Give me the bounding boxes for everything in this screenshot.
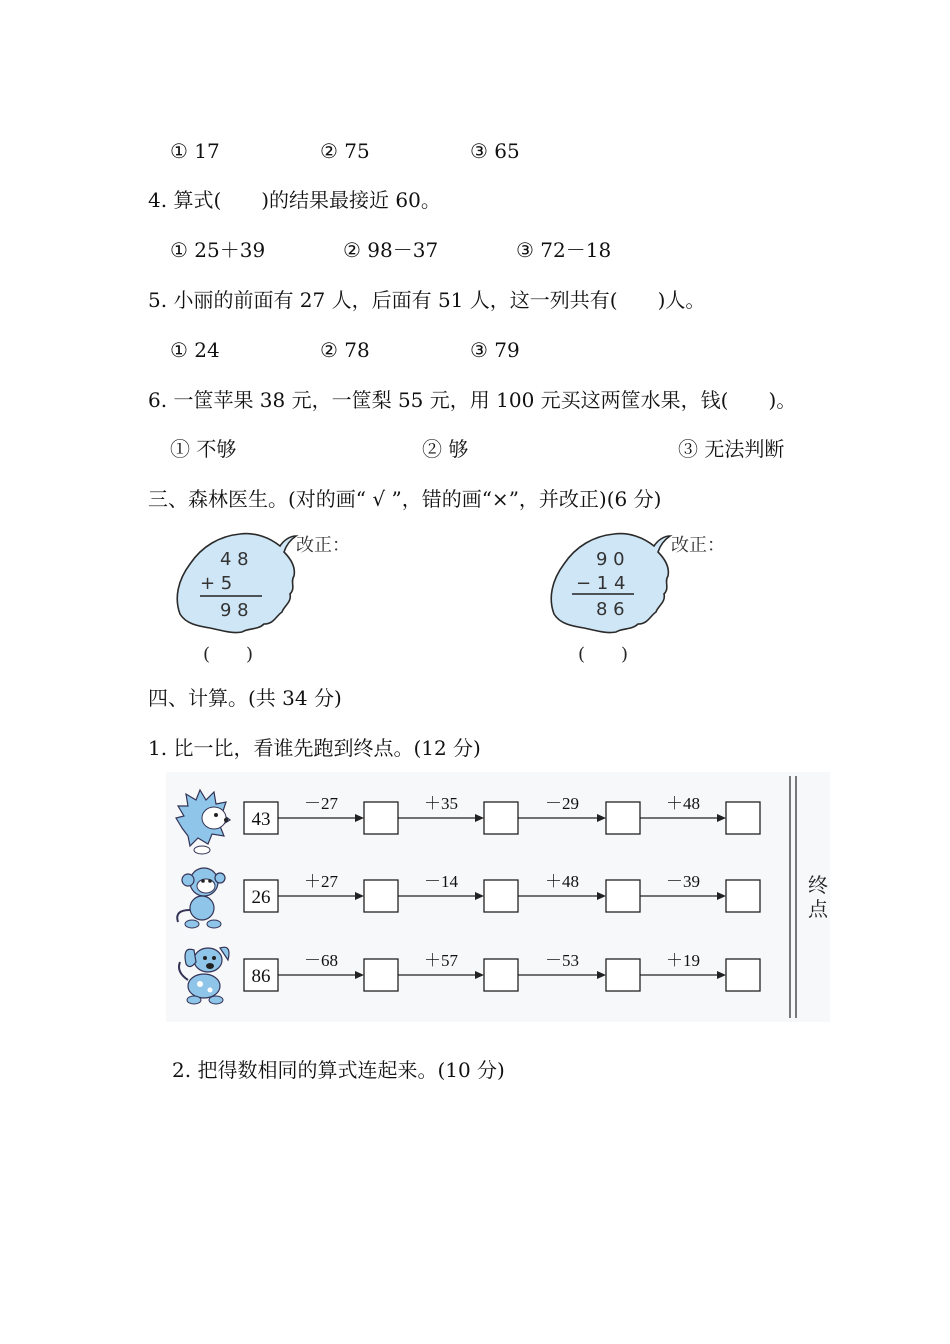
section4-q1-title: 1. 比一比，看谁先跑到终点。(12 分) [148,736,481,760]
leaf1-row2: + 5 [200,573,233,594]
q5-text: 5. 小丽的前面有 27 人，后面有 51 人，这一列共有( )人。 [148,288,706,312]
answer-box[interactable] [484,959,518,991]
operation-label: ＋48 [545,872,579,891]
q3-option-2: ② 75 [320,139,370,163]
q5-option-3: ③ 79 [470,338,520,362]
answer-box[interactable] [606,959,640,991]
q6-option-3: ③ 无法判断 [678,437,785,461]
operation-label: ＋35 [424,794,458,813]
q4-option-1: ① 25＋39 [170,238,266,262]
operation-label: －29 [545,794,579,813]
answer-box[interactable] [606,802,640,834]
operation-label: －39 [666,872,700,891]
operation-label: ＋57 [424,951,458,970]
leaf1-row3: 9 8 [220,600,249,621]
race-svg [166,772,830,1022]
operation-label: ＋19 [666,951,700,970]
answer-box[interactable] [364,959,398,991]
section4-q2-title: 2. 把得数相同的算式连起来。(10 分) [172,1058,505,1082]
operation-label: －14 [424,872,458,891]
answer-box[interactable] [606,880,640,912]
answer-box[interactable] [484,802,518,834]
answer-box[interactable] [726,959,760,991]
leaf2-answer-paren[interactable]: ( ) [578,644,629,665]
q3-option-3: ③ 65 [470,139,520,163]
leaf-icon [172,528,312,638]
q4-text: 4. 算式( )的结果最接近 60。 [148,188,441,212]
section4-title: 四、计算。(共 34 分) [148,686,342,710]
q5-option-1: ① 24 [170,338,220,362]
leaf2-row1: 9 0 [596,549,625,570]
operation-label: －68 [304,951,338,970]
answer-box[interactable] [364,880,398,912]
operation-label: －27 [304,794,338,813]
q6-option-2: ② 够 [422,437,469,461]
start-value: 43 [251,809,271,830]
q6-text: 6. 一筐苹果 38 元，一筐梨 55 元，用 100 元买这两筐水果，钱( )。 [148,388,797,412]
start-value: 26 [251,887,271,908]
q5-option-2: ② 78 [320,338,370,362]
q4-option-3: ③ 72－18 [516,238,612,262]
answer-box[interactable] [726,880,760,912]
answer-box[interactable] [484,880,518,912]
finish-label-2: 点 [808,899,828,921]
operation-label: －53 [545,951,579,970]
leaf-problem-1 [172,528,312,638]
q3-option-1: ① 17 [170,139,220,163]
finish-label-1: 终 [808,875,828,897]
leaf1-fix-label: 改正： [296,535,350,556]
answer-box[interactable] [726,802,760,834]
q4-option-2: ② 98－37 [343,238,439,262]
operation-label: ＋48 [666,794,700,813]
section3-title: 三、森林医生。(对的画“ √ ”，错的画“×”，并改正)(6 分) [148,487,662,511]
leaf2-row3: 8 6 [596,599,625,620]
leaf1-answer-paren[interactable]: ( ) [203,644,254,665]
race-diagram [166,772,830,1022]
start-value: 86 [251,966,271,987]
leaf1-row1: 4 8 [220,549,249,570]
leaf2-fix-label: 改正： [671,535,725,556]
answer-box[interactable] [364,802,398,834]
q6-option-1: ① 不够 [170,437,237,461]
operation-label: ＋27 [304,872,338,891]
leaf2-row2: − 1 4 [576,573,626,594]
